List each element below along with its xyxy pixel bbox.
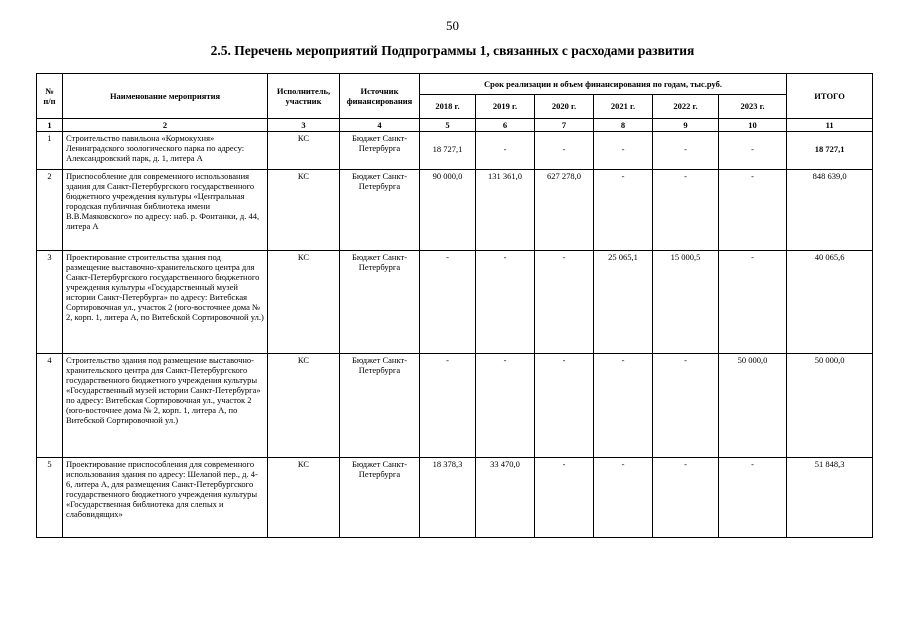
year-value: 18 727,1 <box>420 132 476 170</box>
funding-source: Бюджет Санкт-Петербурга <box>340 251 420 354</box>
funding-source: Бюджет Санкт-Петербурга <box>340 132 420 170</box>
row-total: 40 065,6 <box>787 251 873 354</box>
row-number: 3 <box>37 251 63 354</box>
measure-name: Приспособление для современного использования здания для Санкт-Петербургского государственного бюджетного учреждения культуры «Центральная городская публичная библиотека имени В.В.Маяковского» по адресу: наб. р. Фонтанки, д. 44, литера А <box>63 170 268 251</box>
measure-name: Строительство павильона «Кормокухня» Ленинградского зоологического парка по адресу: Александровский парк, д. 1, литера А <box>63 132 268 170</box>
funding-source: Бюджет Санкт-Петербурга <box>340 354 420 458</box>
column-number: 7 <box>535 119 594 132</box>
executor: КС <box>268 132 340 170</box>
year-value: 15 000,5 <box>653 251 719 354</box>
header-year: 2020 г. <box>535 95 594 119</box>
header-year: 2022 г. <box>653 95 719 119</box>
year-value: 18 378,3 <box>420 458 476 538</box>
year-value: - <box>594 170 653 251</box>
column-number: 3 <box>268 119 340 132</box>
year-value: - <box>476 354 535 458</box>
row-total: 848 639,0 <box>787 170 873 251</box>
measure-name: Строительство здания под размещение выставочно-хранительского центра для Санкт-Петербургского государственного бюджетного учреждения культуры «Государственный музей истории Санкт-Петербурга» по адресу: Витебская Сортировочная ул., участок 2 (юго-восточнее дома № 2, корп. 1, литера А, по Витебской Сортировочной ул.) <box>63 354 268 458</box>
header-executor: Исполнитель, участник <box>268 74 340 119</box>
year-value: - <box>476 132 535 170</box>
column-number: 9 <box>653 119 719 132</box>
year-value: - <box>535 251 594 354</box>
executor: КС <box>268 251 340 354</box>
page-number: 50 <box>446 18 459 33</box>
measure-name: Проектирование приспособления для современного использования здания по адресу: Шелапой пер., д. 4-6, литера А, для размещения Санкт-Петербургского государственного бюджетного учреждения культуры «Государственная библиотека для слепых и слабовидящих» <box>63 458 268 538</box>
year-value: - <box>719 170 787 251</box>
header-name: Наименование мероприятия <box>63 74 268 119</box>
column-number: 5 <box>420 119 476 132</box>
table-row <box>37 132 873 170</box>
year-value: 90 000,0 <box>420 170 476 251</box>
header-year: 2021 г. <box>594 95 653 119</box>
year-value: - <box>420 354 476 458</box>
executor: КС <box>268 170 340 251</box>
funding-source: Бюджет Санкт-Петербурга <box>340 458 420 538</box>
year-value: - <box>653 458 719 538</box>
table-row <box>37 458 873 538</box>
column-number: 1 <box>37 119 63 132</box>
year-value: - <box>420 251 476 354</box>
column-number: 2 <box>63 119 268 132</box>
year-value: - <box>653 170 719 251</box>
header-year: 2023 г. <box>719 95 787 119</box>
row-total: 18 727,1 <box>787 132 873 170</box>
row-number: 2 <box>37 170 63 251</box>
measure-name: Проектирование строительства здания под размещение выставочно-хранительского центра для Санкт-Петербургского государственного бюджетного учреждения культуры «Государственный музей истории Санкт-Петербурга» по адресу: Витебская Сортировочная ул., участок 2 (юго-восточнее дома № 2, корп. 1, литера А, по Витебской Сортировочной ул.) <box>63 251 268 354</box>
column-number: 4 <box>340 119 420 132</box>
row-total: 50 000,0 <box>787 354 873 458</box>
year-value: - <box>594 132 653 170</box>
header-num: № п/п <box>37 74 63 119</box>
document-title: 2.5. Перечень мероприятий Подпрограммы 1, связанных с расходами развития <box>210 43 695 58</box>
year-value: 25 065,1 <box>594 251 653 354</box>
year-value: - <box>653 132 719 170</box>
column-number: 6 <box>476 119 535 132</box>
column-number: 8 <box>594 119 653 132</box>
year-value: - <box>476 251 535 354</box>
year-value: - <box>535 354 594 458</box>
table-row <box>37 251 873 354</box>
header-source: Источник финансирования <box>340 74 420 119</box>
row-number: 5 <box>37 458 63 538</box>
year-value: - <box>594 458 653 538</box>
header-period: Срок реализации и объем финансирования по годам, тыс.руб. <box>420 74 787 95</box>
column-number: 10 <box>719 119 787 132</box>
year-value: 627 278,0 <box>535 170 594 251</box>
row-total: 51 848,3 <box>787 458 873 538</box>
year-value: - <box>719 132 787 170</box>
header-year: 2018 г. <box>420 95 476 119</box>
row-number: 4 <box>37 354 63 458</box>
header-year: 2019 г. <box>476 95 535 119</box>
header-total: ИТОГО <box>787 74 873 119</box>
column-number: 11 <box>787 119 873 132</box>
year-value: - <box>653 354 719 458</box>
column-numbers-row <box>37 119 873 132</box>
table-row <box>37 170 873 251</box>
year-value: 33 470,0 <box>476 458 535 538</box>
year-value: 50 000,0 <box>719 354 787 458</box>
executor: КС <box>268 354 340 458</box>
year-value: - <box>535 458 594 538</box>
table-row <box>37 354 873 458</box>
executor: КС <box>268 458 340 538</box>
year-value: 131 361,0 <box>476 170 535 251</box>
year-value: - <box>719 458 787 538</box>
measures-table <box>36 73 873 538</box>
funding-source: Бюджет Санкт-Петербурга <box>340 170 420 251</box>
row-number: 1 <box>37 132 63 170</box>
year-value: - <box>719 251 787 354</box>
year-value: - <box>535 132 594 170</box>
year-value: - <box>594 354 653 458</box>
